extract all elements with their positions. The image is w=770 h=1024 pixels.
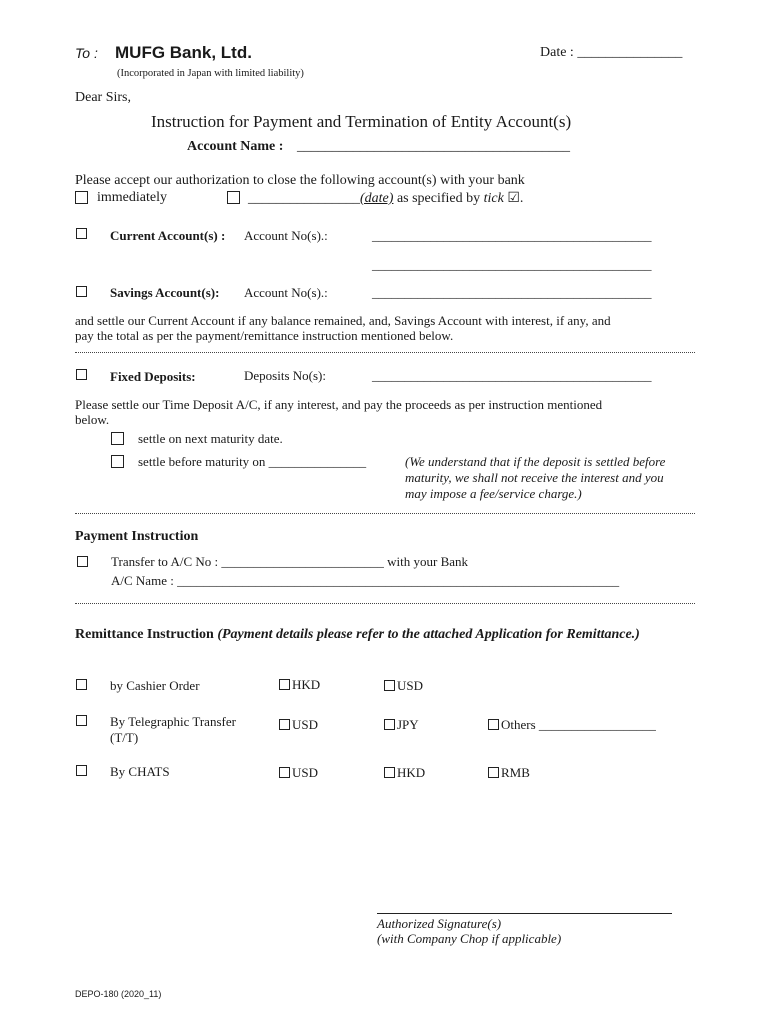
acname-line[interactable]: A/C Name : ____________________________________________________________________ [111,573,620,588]
deposits-no-label: Deposits No(s): [244,368,326,383]
remittance-heading: Remittance Instruction [75,627,214,642]
time-deposit-para-line-2: below. [75,412,110,427]
specified-date-line [248,190,523,207]
cashier-order-checkbox[interactable] [76,679,87,690]
current-account-label: Current Account(s) : [110,228,226,243]
cashier-order-hkd-option[interactable] [279,677,320,693]
cashier-order-label: by Cashier Order [110,678,200,693]
specified-date-blank[interactable]: ________________ [248,191,360,206]
current-account-no-field-1[interactable]: ___________________________________________ [372,228,652,243]
immediately-label: immediately [97,190,167,205]
signature-label-1: Authorized Signature(s) [377,916,502,931]
early-settlement-note-3: may impose a fee/service charge.) [405,486,582,501]
chats-usd-option[interactable] [279,765,318,781]
current-account-checkbox[interactable] [76,228,87,239]
to-label: To : [75,45,98,61]
currency-label: USD [397,678,424,693]
date-field[interactable]: Date : _______________ [540,45,683,60]
others-label[interactable]: Others __________________ [501,717,656,732]
bank-name: MUFG Bank, Ltd. [115,43,252,62]
telegraphic-transfer-checkbox[interactable] [76,715,87,726]
fixed-deposits-label: Fixed Deposits: [110,369,196,384]
transfer-line[interactable]: Transfer to A/C No : _________________________ with your Bank [111,554,469,569]
authorization-text: Please accept our authorization to close the following account(s) with your bank [75,173,525,188]
checkbox-icon[interactable] [384,767,395,778]
date-word: (date) [360,191,394,206]
currency-label: HKD [292,677,321,692]
chats-checkbox[interactable] [76,765,87,776]
current-account-no-field-2[interactable]: ___________________________________________ [372,257,652,272]
incorporation-note: (Incorporated in Japan with limited liability) [117,68,304,79]
checkbox-icon[interactable] [279,767,290,778]
savings-account-label: Savings Account(s): [110,285,220,300]
greeting: Dear Sirs, [75,90,131,105]
remittance-heading-note: (Payment details please refer to the attached Application for Remittance.) [217,627,640,642]
telegraphic-transfer-label: By Telegraphic Transfer [110,714,236,729]
early-settlement-note-1: (We understand that if the deposit is settled before [405,454,666,469]
currency-label: USD [292,765,319,780]
page-title: Instruction for Payment and Termination of Entity Account(s) [151,112,572,131]
settle-on-maturity-label: settle on next maturity date. [138,431,283,446]
divider [75,352,695,353]
savings-account-no-label: Account No(s).: [244,285,328,300]
currency-label: USD [292,717,319,732]
tt-others-option[interactable] [488,717,656,733]
immediately-checkbox[interactable] [75,191,88,204]
telegraphic-transfer-label-2: (T/T) [110,730,139,745]
signature-label-2: (with Company Chop if applicable) [377,931,562,946]
currency-label: HKD [397,765,426,780]
chats-label: By CHATS [110,764,170,779]
fixed-deposits-checkbox[interactable] [76,369,87,380]
settle-on-maturity-checkbox[interactable] [111,432,124,445]
chats-hkd-option[interactable] [384,765,425,781]
currency-label: RMB [501,765,530,780]
divider [75,513,695,514]
divider [75,603,695,604]
current-account-no-label: Account No(s).: [244,228,328,243]
tick-symbol: ☑. [507,191,524,206]
specified-date-checkbox[interactable] [227,191,240,204]
early-settlement-note-2: maturity, we shall not receive the interest and you [405,470,664,485]
payment-instruction-heading: Payment Instruction [75,529,199,544]
form-code: DEPO-180 (2020_11) [75,989,162,999]
cashier-order-usd-option[interactable] [384,678,423,694]
checkbox-icon[interactable] [488,719,499,730]
chats-rmb-option[interactable] [488,765,530,781]
savings-account-checkbox[interactable] [76,286,87,297]
settle-paragraph-line-2: pay the total as per the payment/remittance instruction mentioned below. [75,328,454,343]
tt-jpy-option[interactable] [384,717,419,733]
checkbox-icon[interactable] [279,719,290,730]
tt-usd-option[interactable] [279,717,318,733]
currency-label: JPY [397,717,419,732]
account-name-label: Account Name : [187,139,284,154]
specified-text: as specified by [396,191,481,206]
checkbox-icon[interactable] [384,680,395,691]
settle-before-maturity-label[interactable]: settle before maturity on _______________ [138,454,367,469]
checkbox-icon[interactable] [279,679,290,690]
settle-paragraph-line-1: and settle our Current Account if any balance remained, and, Savings Account with interest, if any, and [75,313,611,328]
time-deposit-para-line-1: Please settle our Time Deposit A/C, if any interest, and pay the proceeds as per instruction mentioned [75,397,603,412]
transfer-checkbox[interactable] [77,556,88,567]
remittance-heading-line [75,627,640,643]
signature-line[interactable] [377,913,672,914]
tick-word: tick [483,191,504,206]
savings-account-no-field[interactable]: ___________________________________________ [372,285,652,300]
checkbox-icon[interactable] [488,767,499,778]
settle-before-maturity-checkbox[interactable] [111,455,124,468]
account-name-field[interactable]: _______________________________________ [297,139,570,154]
deposits-no-field[interactable]: ___________________________________________ [372,368,652,383]
checkbox-icon[interactable] [384,719,395,730]
